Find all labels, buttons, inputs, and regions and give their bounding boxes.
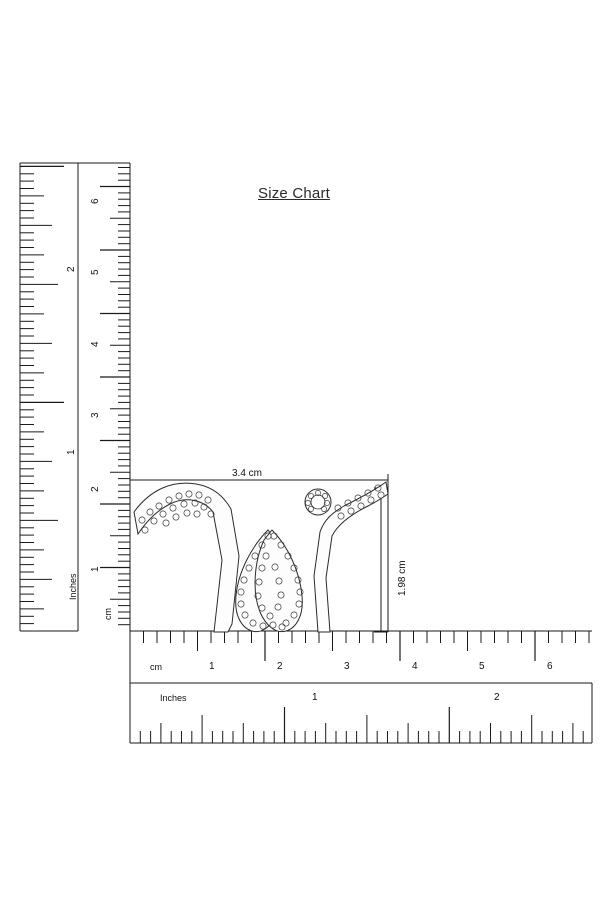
ruler-left-cm-label-3: 3	[90, 412, 101, 418]
ruler-bottom-inches-label-1: 1	[312, 692, 318, 703]
ruler-left-cm-label-2: 2	[90, 486, 101, 492]
ruler-bottom-inches-unit: Inches	[160, 693, 187, 703]
ruler-bottom-inches	[130, 683, 592, 743]
height-dimension-label: 1.98 cm	[397, 560, 408, 596]
ruler-left-inches-unit: Inches	[68, 573, 78, 600]
ruler-bottom-cm-label-2: 2	[277, 661, 283, 672]
product-illustration	[134, 482, 388, 632]
ruler-left-cm	[78, 163, 130, 631]
ruler-bottom-cm-label-4: 4	[412, 661, 418, 672]
width-dimension-label: 3.4 cm	[232, 468, 263, 479]
ruler-left-inches	[20, 163, 78, 631]
ruler-bottom-cm-label-1: 1	[209, 661, 215, 672]
ruler-left-inches-label-2: 2	[66, 266, 77, 272]
ruler-bottom-cm	[130, 631, 592, 683]
ruler-left-cm-label-1: 1	[90, 566, 101, 572]
ruler-left-cm-label-6: 6	[90, 198, 101, 204]
ruler-bottom-cm-label-3: 3	[344, 661, 350, 672]
page-title: Size Chart	[258, 185, 331, 202]
ruler-bottom-cm-unit: cm	[150, 662, 162, 672]
ruler-bottom-inches-label-2: 2	[494, 692, 500, 703]
ruler-left-cm-label-5: 5	[90, 269, 101, 275]
ruler-bottom-cm-label-6: 6	[547, 661, 553, 672]
ruler-bottom-cm-label-5: 5	[479, 661, 485, 672]
ruler-left-inches-label-1: 1	[66, 449, 77, 455]
ruler-left-cm-label-4: 4	[90, 341, 101, 347]
ruler-left-cm-unit: cm	[103, 608, 113, 620]
